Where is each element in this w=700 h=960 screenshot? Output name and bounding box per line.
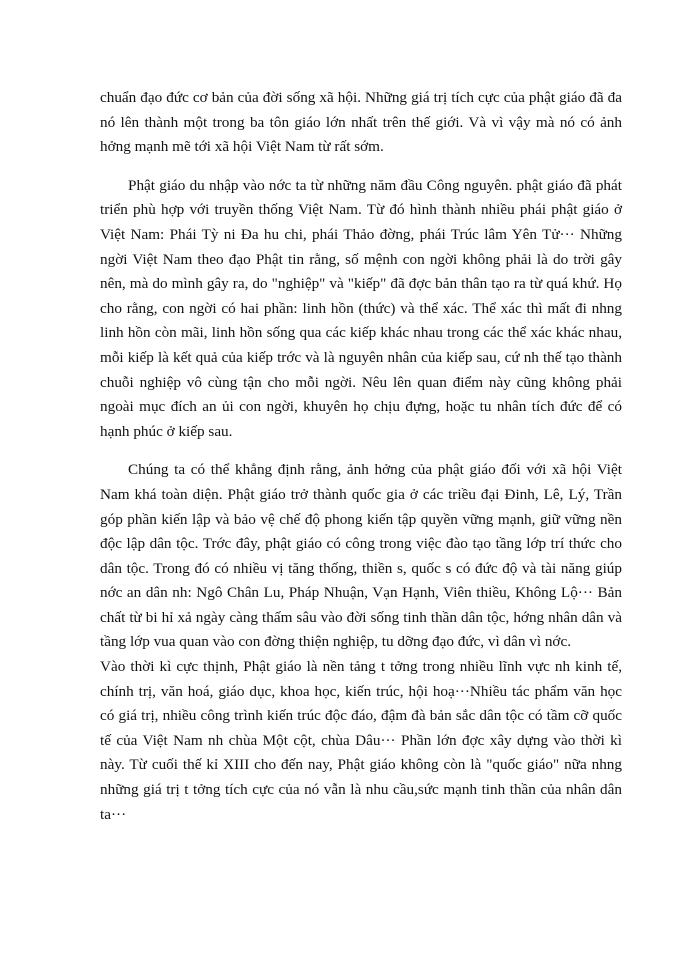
paragraph-1: chuẩn đạo đức cơ bản của đời sống xã hội. Những giá trị tích cực của phật giáo đã đa nó lên thành một trong ba tôn giáo lớn nhất trên thế giới. Và vì vậy mà nó có ảnh hởng mạnh mẽ tới xã hội Việt Nam từ rất sớm.: [100, 89, 622, 156]
document-page: [100, 86, 622, 827]
paragraph-3: Chúng ta có thể khẳng định rằng, ảnh hởng của phật giáo đối với xã hội Việt Nam khá toàn diện. Phật giáo trở thành quốc gia ở các triều đại Đinh, Lê, Lý, Trần góp phần kiến lập và bảo vệ chế độ phong kiến tập quyền vững mạnh, giữ vững nền độc lập dân tộc. Trớc đây, phật giáo có công trong việc đào tạo tầng lớp trí thức cho dân tộc. Trong đó có nhiều vị tăng thống, thiền s, quốc s có đức độ và tài năng giúp nớc an dân nh: Ngô Chân Lu, Pháp Nhuận, Vạn Hạnh, Viên thiều, Không Lộ··· Bản chất từ bi hỉ xả ngày càng thấm sâu vào đời sống tinh thần dân tộc, hớng nhân dân và tầng lớp vua quan vào con đờng thiện nghiệp, tu dỡng đạo đức, vì dân vì nớc.: [100, 461, 622, 651]
paragraph-4: Vào thời kì cực thịnh, Phật giáo là nền tảng t tởng trong nhiều lĩnh vực nh kinh tế, chính trị, văn hoá, giáo dục, khoa học, kiến trúc, hội hoạ···Nhiều tác phẩm văn học có giá trị, nhiều công trình kiến trúc độc đáo, đậm đà bản sắc dân tộc có tầm cỡ quốc tế của Việt Nam nh chùa Một cột, chùa Dâu··· Phần lớn đợc xây dựng vào thời kì này. Từ cuối thế kỉ XIII cho đến nay, Phật giáo không còn là "quốc giáo" nữa nhng những giá trị t tởng tích cực của nó vẫn là nhu cầu,sức mạnh tinh thần của nhân dân ta···: [100, 658, 622, 823]
paragraph-2: Phật giáo du nhập vào nớc ta từ những năm đầu Công nguyên. phật giáo đã phát triển phù hợp với truyền thống Việt Nam. Từ đó hình thành nhiều phái phật giáo ở Việt Nam: Phái Tỳ ni Đa hu chi, phái Thảo đờng, phái Trúc lâm Yên Tử··· Những ngời Việt Nam theo đạo Phật tin rằng, số mệnh con ngời không phải là do trời gây nên, mà do mình gây ra, do "nghiệp" và "kiếp" đã đợc bản thân tạo ra từ quá khứ. Họ cho rằng, con ngời có hai phần: linh hồn (thức) và thể xác. Thể xác thì mất đi nhng linh hồn còn mãi, linh hồn sống qua các kiếp khác nhau trong các thể xác khác nhau, mỗi kiếp là kết quả của kiếp trớc và là nguyên nhân của kiếp sau, cứ nh thế tạo thành chuỗi nghiệp vô cùng tận cho mỗi ngời. Nêu lên quan điểm này cũng không phải ngoài mục đích an ủi con ngời, khuyên họ chịu đựng, hoặc tu nhân tích đức để có hạnh phúc ở kiếp sau.: [100, 176, 622, 440]
